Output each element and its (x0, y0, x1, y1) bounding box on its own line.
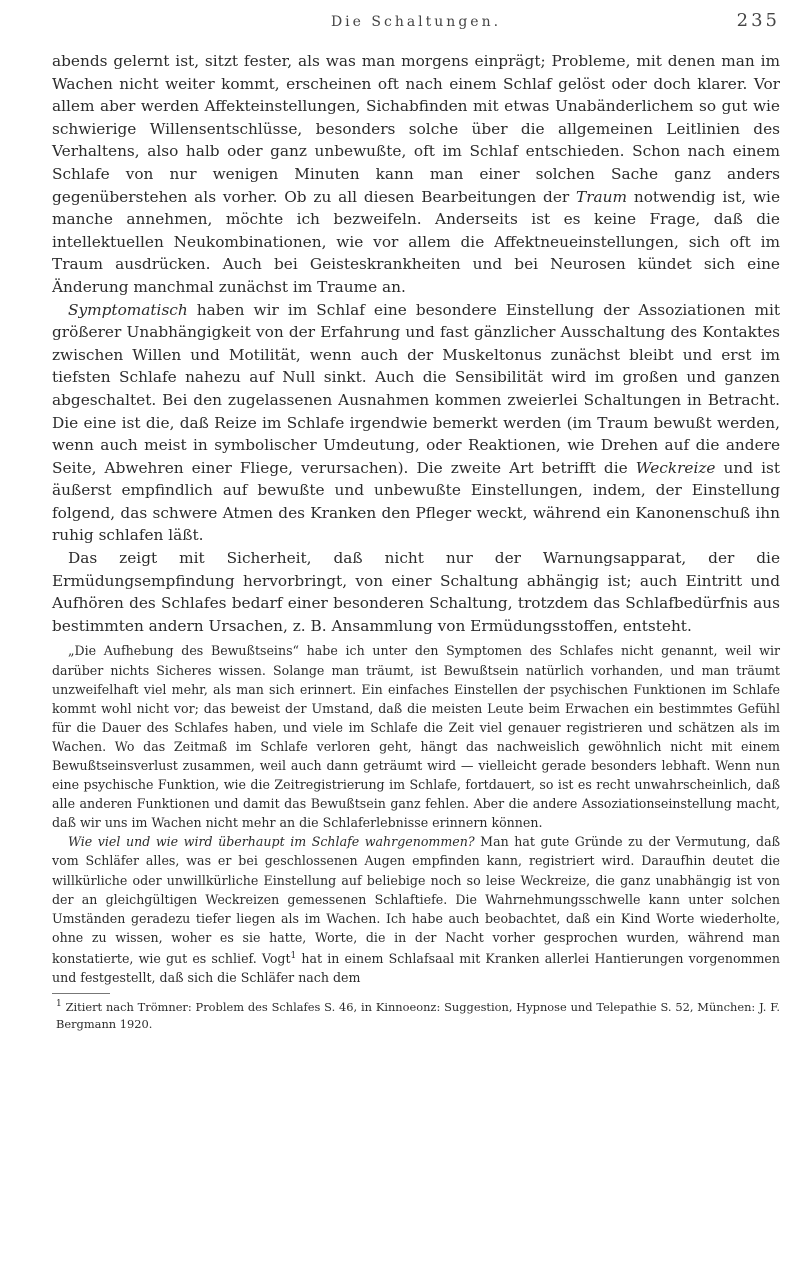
footnote-reference: 1 (290, 950, 297, 961)
paragraph-text: hat in einem Schlafsaal mit Kranken allerlei Hantierungen vorgenommen und festgestellt, daß sich die Schläfer nach dem (52, 951, 780, 986)
paragraph-text: Man hat gute Gründe zu der Vermutung, daß vom Schläfer alles, was er bei geschlossenen Augen empfinden kann, registriert wird. Daraufhin deutet die willkürliche oder unwillkürliche Einstellung auf beliebige noch so leise Weckreize, die ganz unabhängig ist von der an gleichgültigen Weckreizen gemessenen Schlaftiefe. Die Wahrnehmungsschwelle kann unter solchen Umständen geradezu tiefer liegen als im Wachen. Ich habe auch beobachtet, daß ein Kind Worte wiederholte, ohne zu wissen, woher es sie hatte, Worte, die in der Nacht vorher gesprochen wurden, während man konstatierte, wie gut es schlief. Vogt (52, 834, 780, 967)
paragraph-text: notwendig ist, wie manche annehmen, möchte ich bezweifeln. Anderseits ist es keine Frage, daß die intellektuellen Neukombinationen, wie vor allem die Affektneueinstellungen, sich oft im Traum ausdrücken. Auch bei Geisteskrankheiten und bei Neurosen kündet sich eine Änderung manchmal zunächst im Traume an. (52, 187, 781, 296)
emphasis: Traum (576, 187, 628, 206)
paragraph (52, 299, 780, 548)
small-paragraph: „Die Aufhebung des Bewußtseins“ habe ich unter den Symptomen des Schlafes nicht genannt, weil wir darüber nichts Sicheres wissen. Solange man träumt, ist Bewußtsein natürlich vorhanden, und man träumt unzweifelhaft viel mehr, als man sich erinnert. Ein einfaches Einstellen der psychischen Funktionen im Schlafe kommt wohl nicht vor; das beweist der Umstand, daß die meisten Leute beim Erwachen ein bestimmtes Gefühl für die Dauer des Schlafes haben, und viele im Schlafe die Zeit viel genauer registrieren und schätzen als im Wachen. Wo das Zeitmaß im Schlafe verloren geht, hängt das nachweislich gewöhnlich nicht mit einem Bewußtseinsverlust zusammen, weil auch dann geträumt wird — vielleicht gerade besonders lebhaft. Wenn nun eine psychische Funktion, wie die Zeitregistrierung im Schlafe, fortdauert, so ist es recht unwahrscheinlich, daß alle anderen Funktionen und damit das Bewußtsein ganz fehlen. Aber die andere Assoziationseinstellung macht, daß wir uns im Wachen nicht mehr an die Schlaferlebnisse erinnern können. (52, 643, 780, 831)
emphasis: Symptomatisch (68, 300, 188, 319)
paragraph-text: abends gelernt ist, sitzt fester, als was man morgens einprägt; Probleme, mit denen man im Wachen nicht weiter kommt, erscheinen oft nach einem Schlaf gelöst oder doch klarer. Vor allem aber werden Affekteinstellungen, Sichabfinden mit etwas Unabänderlichem so gut wie schwierige Willensentschlüsse, besonders solche über die allgemeinen Leitlinien des Verhaltens, also halb oder ganz unbewußte, oft im Schlaf entschieden. Schon nach einem Schlafe von nur wenigen Minuten kann man einer solchen Sache ganz anders gegenüberstehen als vorher. Ob zu all diesen Bearbeitungen der (52, 52, 780, 206)
small-print-text (52, 641, 780, 987)
footnote-text: Zitiert nach Trömner: Problem des Schlafes S. 46, in Kinnoeonz: Suggestion, Hypnose und Telepathie S. 52, München: J. F. Bergmann 1920. (56, 1000, 780, 1032)
page-number: 235 (736, 10, 780, 31)
footnote-marker: 1 (56, 999, 62, 1010)
footnote-rule (52, 993, 110, 994)
paragraph-text: haben wir im Schlaf eine besondere Einstellung der Assoziationen mit größerer Unabhängigkeit von der Erfahrung und fast gänzlicher Ausschaltung des Kontaktes zwischen Willen und Motilität, wenn auch der Muskeltonus zunächst bleibt und erst im tiefsten Schlafe nahezu auf Null sinkt. Auch die Sensibilität wird im großen und ganzen abgeschaltet. Bei den zugelassenen Ausnahmen kommen zweierlei Schaltungen in Betracht. Die eine ist die, daß Reize im Schlafe irgendwie bemerkt werden (im Traum bewußt werden, wenn auch meist in symbolischer Umdeutung, oder Reaktionen, wie Drehen auf die andere Seite, Abwehren einer Fliege, verursachen). Die zweite Art betrifft die (52, 300, 780, 477)
paragraph: Das zeigt mit Sicherheit, daß nicht nur der Warnungsapparat, der die Ermüdungsempfindung hervorbringt, von einer Schaltung abhängig ist; auch Eintritt und Aufhören des Schlafes bedarf einer besonderen Schaltung, trotzdem das Schlafbedürfnis aus bestimmten andern Ursachen, z. B. Ansammlung von Ermüdungsstoffen, entsteht. (52, 549, 780, 635)
main-text (52, 50, 780, 637)
footnote (52, 996, 780, 1033)
running-head: Die Schaltungen. (330, 14, 502, 30)
page-header (52, 0, 780, 31)
emphasis: Weckreize (635, 458, 716, 477)
small-paragraph (52, 832, 780, 987)
paragraph-text: und ist äußerst empfindlich auf bewußte und unbewußte Einstellungen, indem, der Einstellung folgend, das schwere Atmen des Kranken den Pfleger weckt, während ein Kanonenschuß ihn ruhig schlafen läßt. (52, 458, 780, 545)
paragraph (52, 50, 780, 299)
emphasis: Wie viel und wie wird überhaupt im Schlafe wahrgenommen? (68, 834, 475, 850)
